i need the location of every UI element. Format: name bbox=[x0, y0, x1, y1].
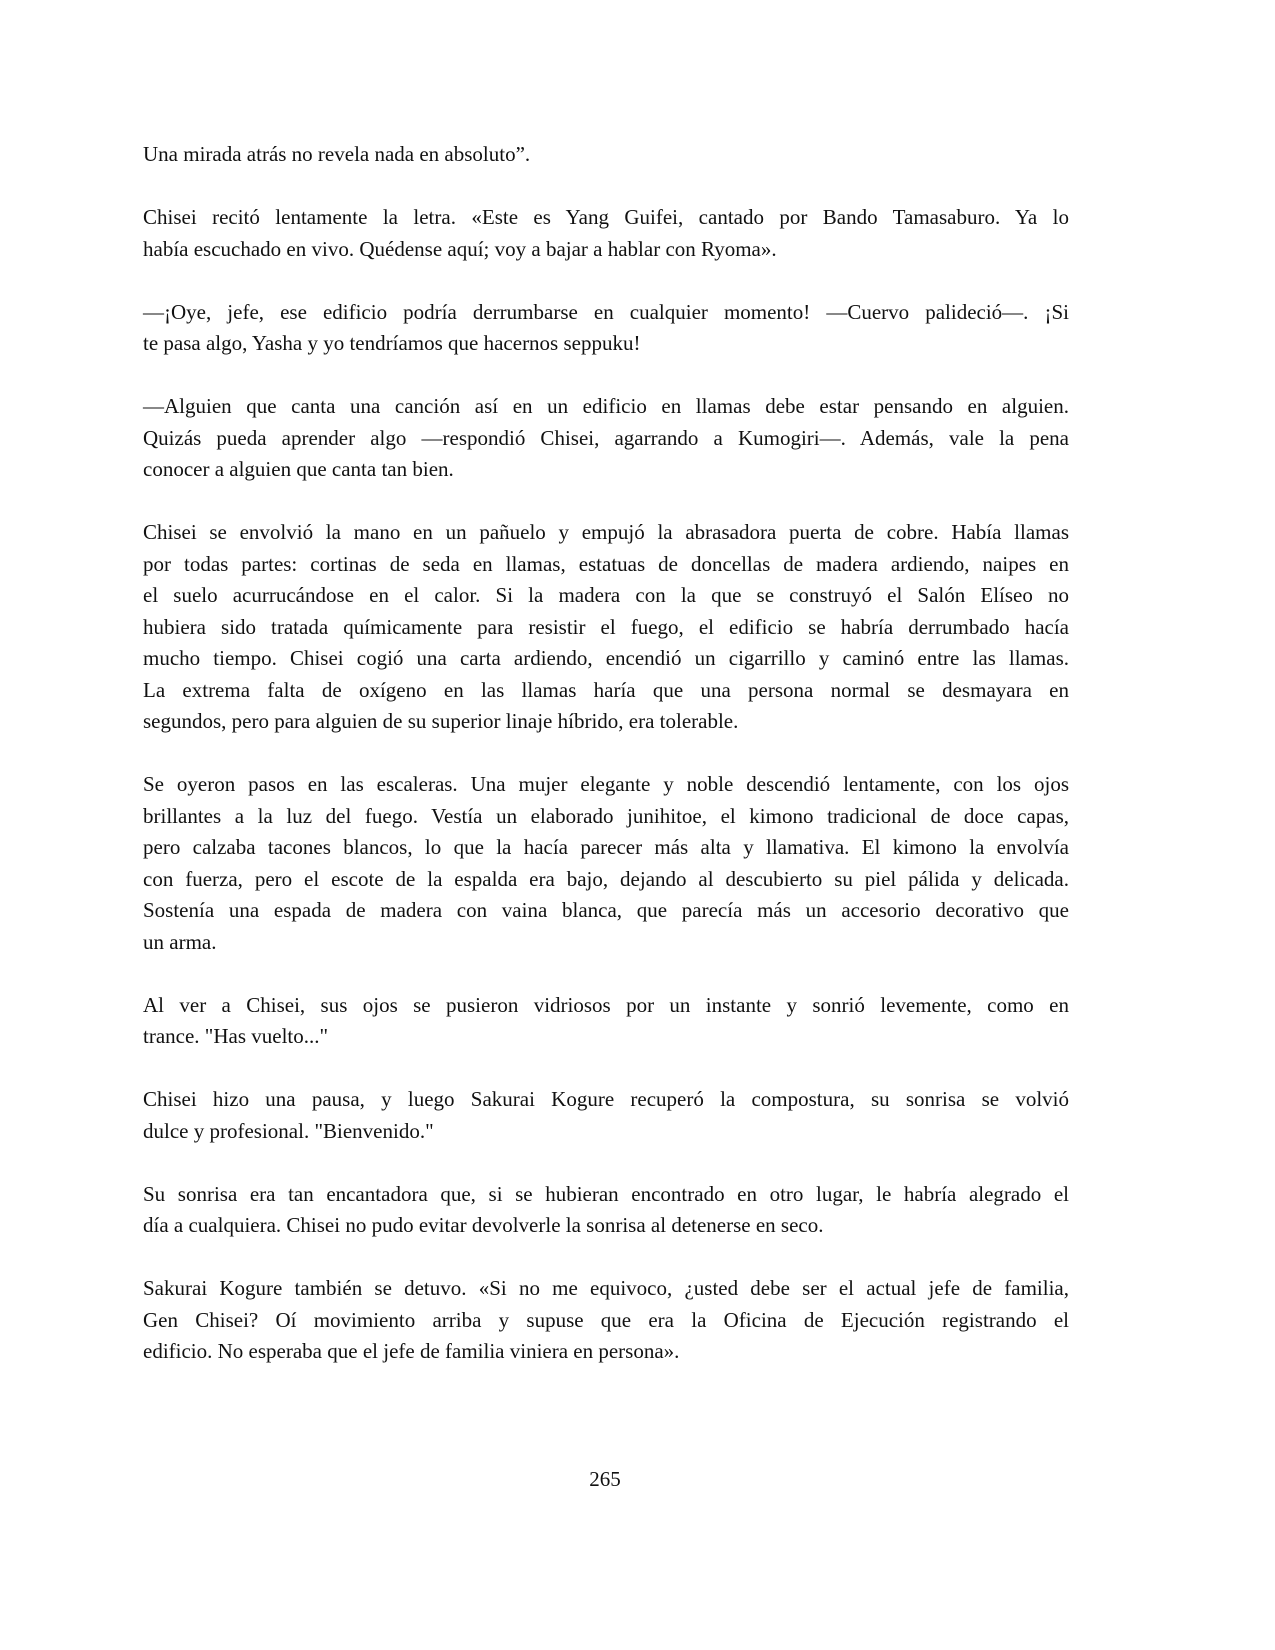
text-line: te pasa algo, Yasha y yo tendríamos que hacernos seppuku! bbox=[143, 331, 641, 355]
text-line: —Alguien que canta una canción así en un edificio en llamas debe estar pensando en alguien. bbox=[143, 394, 1069, 418]
paragraph bbox=[143, 139, 1069, 171]
text-line: un arma. bbox=[143, 929, 217, 954]
text-line: edificio. No esperaba que el jefe de familia viniera en persona». bbox=[143, 1339, 680, 1363]
text-line: Quizás pueda aprender algo —respondió Chisei, agarrando a Kumogiri—. Además, vale la pena bbox=[143, 425, 1069, 450]
text-line: segundos, pero para alguien de su superior linaje híbrido, era tolerable. bbox=[143, 709, 739, 733]
text-line: Se oyeron pasos en las escaleras. Una mujer elegante y noble descendió lentamente, con los ojos bbox=[143, 772, 1069, 796]
text-line: Al ver a Chisei, sus ojos se pusieron vidriosos por un instante y sonrió levemente, como en bbox=[143, 992, 1069, 1017]
text-line: Sakurai Kogure también se detuvo. «Si no me equivoco, ¿usted debe ser el actual jefe de familia, bbox=[143, 1276, 1069, 1300]
text-line: el suelo acurrucándose en el calor. Si la madera con la que se construyó el Salón Elíseo no bbox=[143, 583, 1069, 607]
text-line: Una mirada atrás no revela nada en absoluto”. bbox=[143, 142, 531, 166]
text-line: pero calzaba tacones blancos, lo que la hacía parecer más alta y llamativa. El kimono la envolvía bbox=[143, 835, 1069, 859]
paragraph bbox=[143, 391, 1069, 486]
paragraph bbox=[143, 769, 1069, 958]
text-line: dulce y profesional. "Bienvenido." bbox=[143, 1118, 434, 1143]
text-line: brillantes a la luz del fuego. Vestía un elaborado junihitoe, el kimono tradicional de doce capas, bbox=[143, 803, 1069, 828]
text-line: Chisei recitó lentamente la letra. «Este es Yang Guifei, cantado por Bando Tamasaburo. Ya lo bbox=[143, 205, 1069, 229]
text-line: —¡Oye, jefe, ese edificio podría derrumbarse en cualquier momento! —Cuervo palideció—. ¡Si bbox=[143, 299, 1069, 324]
body-text bbox=[143, 139, 1069, 1399]
text-line: La extrema falta de oxígeno en las llamas haría que una persona normal se desmayara en bbox=[143, 677, 1069, 702]
text-line: Su sonrisa era tan encantadora que, si se hubieran encontrado en otro lugar, le habría alegrado el bbox=[143, 1181, 1069, 1206]
paragraph bbox=[143, 517, 1069, 738]
page-number: 265 bbox=[589, 1467, 621, 1491]
text-line: Chisei se envolvió la mano en un pañuelo y empujó la abrasadora puerta de cobre. Había llamas bbox=[143, 520, 1069, 544]
text-line: por todas partes: cortinas de seda en llamas, estatuas de doncellas de madera ardiendo, naipes en bbox=[143, 551, 1069, 576]
paragraph bbox=[143, 202, 1069, 265]
paragraph bbox=[143, 297, 1069, 360]
text-line: Sostenía una espada de madera con vaina blanca, que parecía más un accesorio decorativo que bbox=[143, 898, 1069, 922]
text-line: trance. "Has vuelto..." bbox=[143, 1024, 329, 1048]
text-line: mucho tiempo. Chisei cogió una carta ardiendo, encendió un cigarrillo y caminó entre las llamas. bbox=[143, 646, 1069, 670]
text-line: Chisei hizo una pausa, y luego Sakurai Kogure recuperó la compostura, su sonrisa se volvió bbox=[143, 1087, 1069, 1111]
text-line: día a cualquiera. Chisei no pudo evitar devolverle la sonrisa al detenerse en seco. bbox=[143, 1213, 824, 1237]
paragraph bbox=[143, 1084, 1069, 1147]
text-line: con fuerza, pero el escote de la espalda era bajo, dejando al descubierto su piel pálida y delicada. bbox=[143, 866, 1069, 891]
text-line: hubiera sido tratada químicamente para resistir el fuego, el edificio se habría derrumbado hacía bbox=[143, 614, 1069, 639]
paragraph bbox=[143, 1179, 1069, 1242]
paragraph bbox=[143, 990, 1069, 1053]
paragraph bbox=[143, 1273, 1069, 1368]
text-line: Gen Chisei? Oí movimiento arriba y supuse que era la Oficina de Ejecución registrando el bbox=[143, 1307, 1069, 1332]
text-line: conocer a alguien que canta tan bien. bbox=[143, 457, 454, 481]
text-line: había escuchado en vivo. Quédense aquí; voy a bajar a hablar con Ryoma». bbox=[143, 236, 777, 261]
